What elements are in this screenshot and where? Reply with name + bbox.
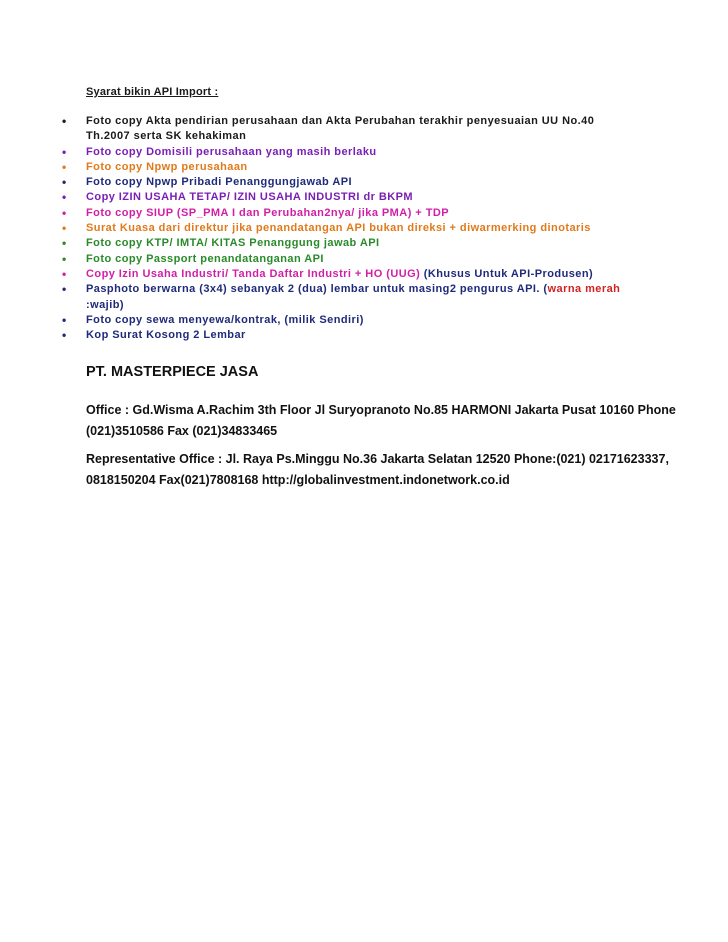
requirement-text: Foto copy Domisili perusahaan yang masih berlaku — [86, 145, 377, 158]
bullet-icon: • — [62, 236, 67, 251]
bullet-icon: • — [62, 205, 67, 220]
requirement-text: Foto copy sewa menyewa/kontrak, (milik Sendiri) — [86, 313, 364, 326]
requirement-text: warna merah — [547, 283, 621, 296]
requirement-text: Foto copy SIUP (SP_PMA I dan Perubahan2nya/ jika PMA) + TDP — [86, 206, 450, 219]
bullet-icon: • — [62, 190, 67, 205]
requirement-text: Foto copy Passport penandatanganan API — [86, 252, 324, 265]
requirement-text: Foto copy KTP/ IMTA/ KITAS Penanggung jawab API — [86, 237, 380, 250]
requirement-item — [62, 252, 622, 267]
bullet-icon: • — [62, 114, 67, 128]
requirement-text: Surat Kuasa dari direktur jika penandatangan API bukan direksi + diwarmerking dinotaris — [86, 222, 591, 235]
company-name: PT. MASTERPIECE JASA — [86, 364, 259, 380]
requirement-text: Foto copy Akta pendirian perusahaan dan Akta Perubahan terakhir penyesuaian UU No.40 Th.2007 serta SK kehakiman — [86, 115, 595, 143]
requirement-text: Foto copy Npwp Pribadi Penanggungjawab API — [86, 176, 353, 189]
requirement-text: :wajib) — [86, 298, 124, 311]
requirement-text: (Khusus Untuk API-Produsen) — [423, 267, 594, 280]
bullet-icon: • — [62, 266, 67, 281]
requirement-item — [62, 114, 622, 145]
bullet-icon: • — [62, 144, 67, 159]
requirement-item — [62, 175, 622, 190]
requirements-heading: Syarat bikin API Import : — [86, 86, 219, 98]
requirement-text: Copy Izin Usaha Industri/ Tanda Daftar Industri + HO (UUG) — [86, 267, 424, 280]
requirement-text: Copy IZIN USAHA TETAP/ IZIN USAHA INDUSTRI dr BKPM — [86, 191, 414, 204]
requirement-text: ( — [543, 283, 548, 296]
requirement-item — [62, 221, 622, 236]
bullet-icon: • — [62, 251, 67, 266]
company-representative-address: Representative Office : Jl. Raya Ps.Minggu No.36 Jakarta Selatan 12520 Phone:(021) 02171623337, 0818150204 Fax(021)7808168 http://globalinvestment.indonetwork.co.id — [86, 452, 669, 487]
requirement-item — [62, 145, 622, 160]
requirement-text: Foto copy Npwp perusahaan — [86, 160, 248, 173]
bullet-icon: • — [62, 159, 67, 174]
bullet-icon: • — [62, 221, 67, 236]
bullet-icon: • — [62, 328, 67, 343]
requirement-item — [62, 206, 622, 221]
requirement-item — [62, 282, 622, 313]
requirement-item — [62, 313, 622, 328]
requirements-list — [62, 114, 622, 343]
bullet-icon: • — [62, 312, 67, 327]
bullet-icon: • — [62, 175, 67, 190]
bullet-icon: • — [62, 282, 67, 297]
requirement-text: Pasphoto berwarna (3x4) sebanyak 2 (dua) lembar untuk masing2 pengurus API. — [86, 283, 544, 296]
requirement-text: Kop Surat Kosong 2 Lembar — [86, 329, 246, 342]
requirement-item — [62, 190, 622, 205]
requirement-item — [62, 267, 622, 282]
requirement-item — [62, 328, 622, 343]
company-office-address: Office : Gd.Wisma A.Rachim 3th Floor Jl Suryopranoto No.85 HARMONI Jakarta Pusat 10160 Phone (021)3510586 Fax (021)34833465 — [86, 403, 676, 438]
requirement-item — [62, 160, 622, 175]
requirement-item — [62, 236, 622, 251]
